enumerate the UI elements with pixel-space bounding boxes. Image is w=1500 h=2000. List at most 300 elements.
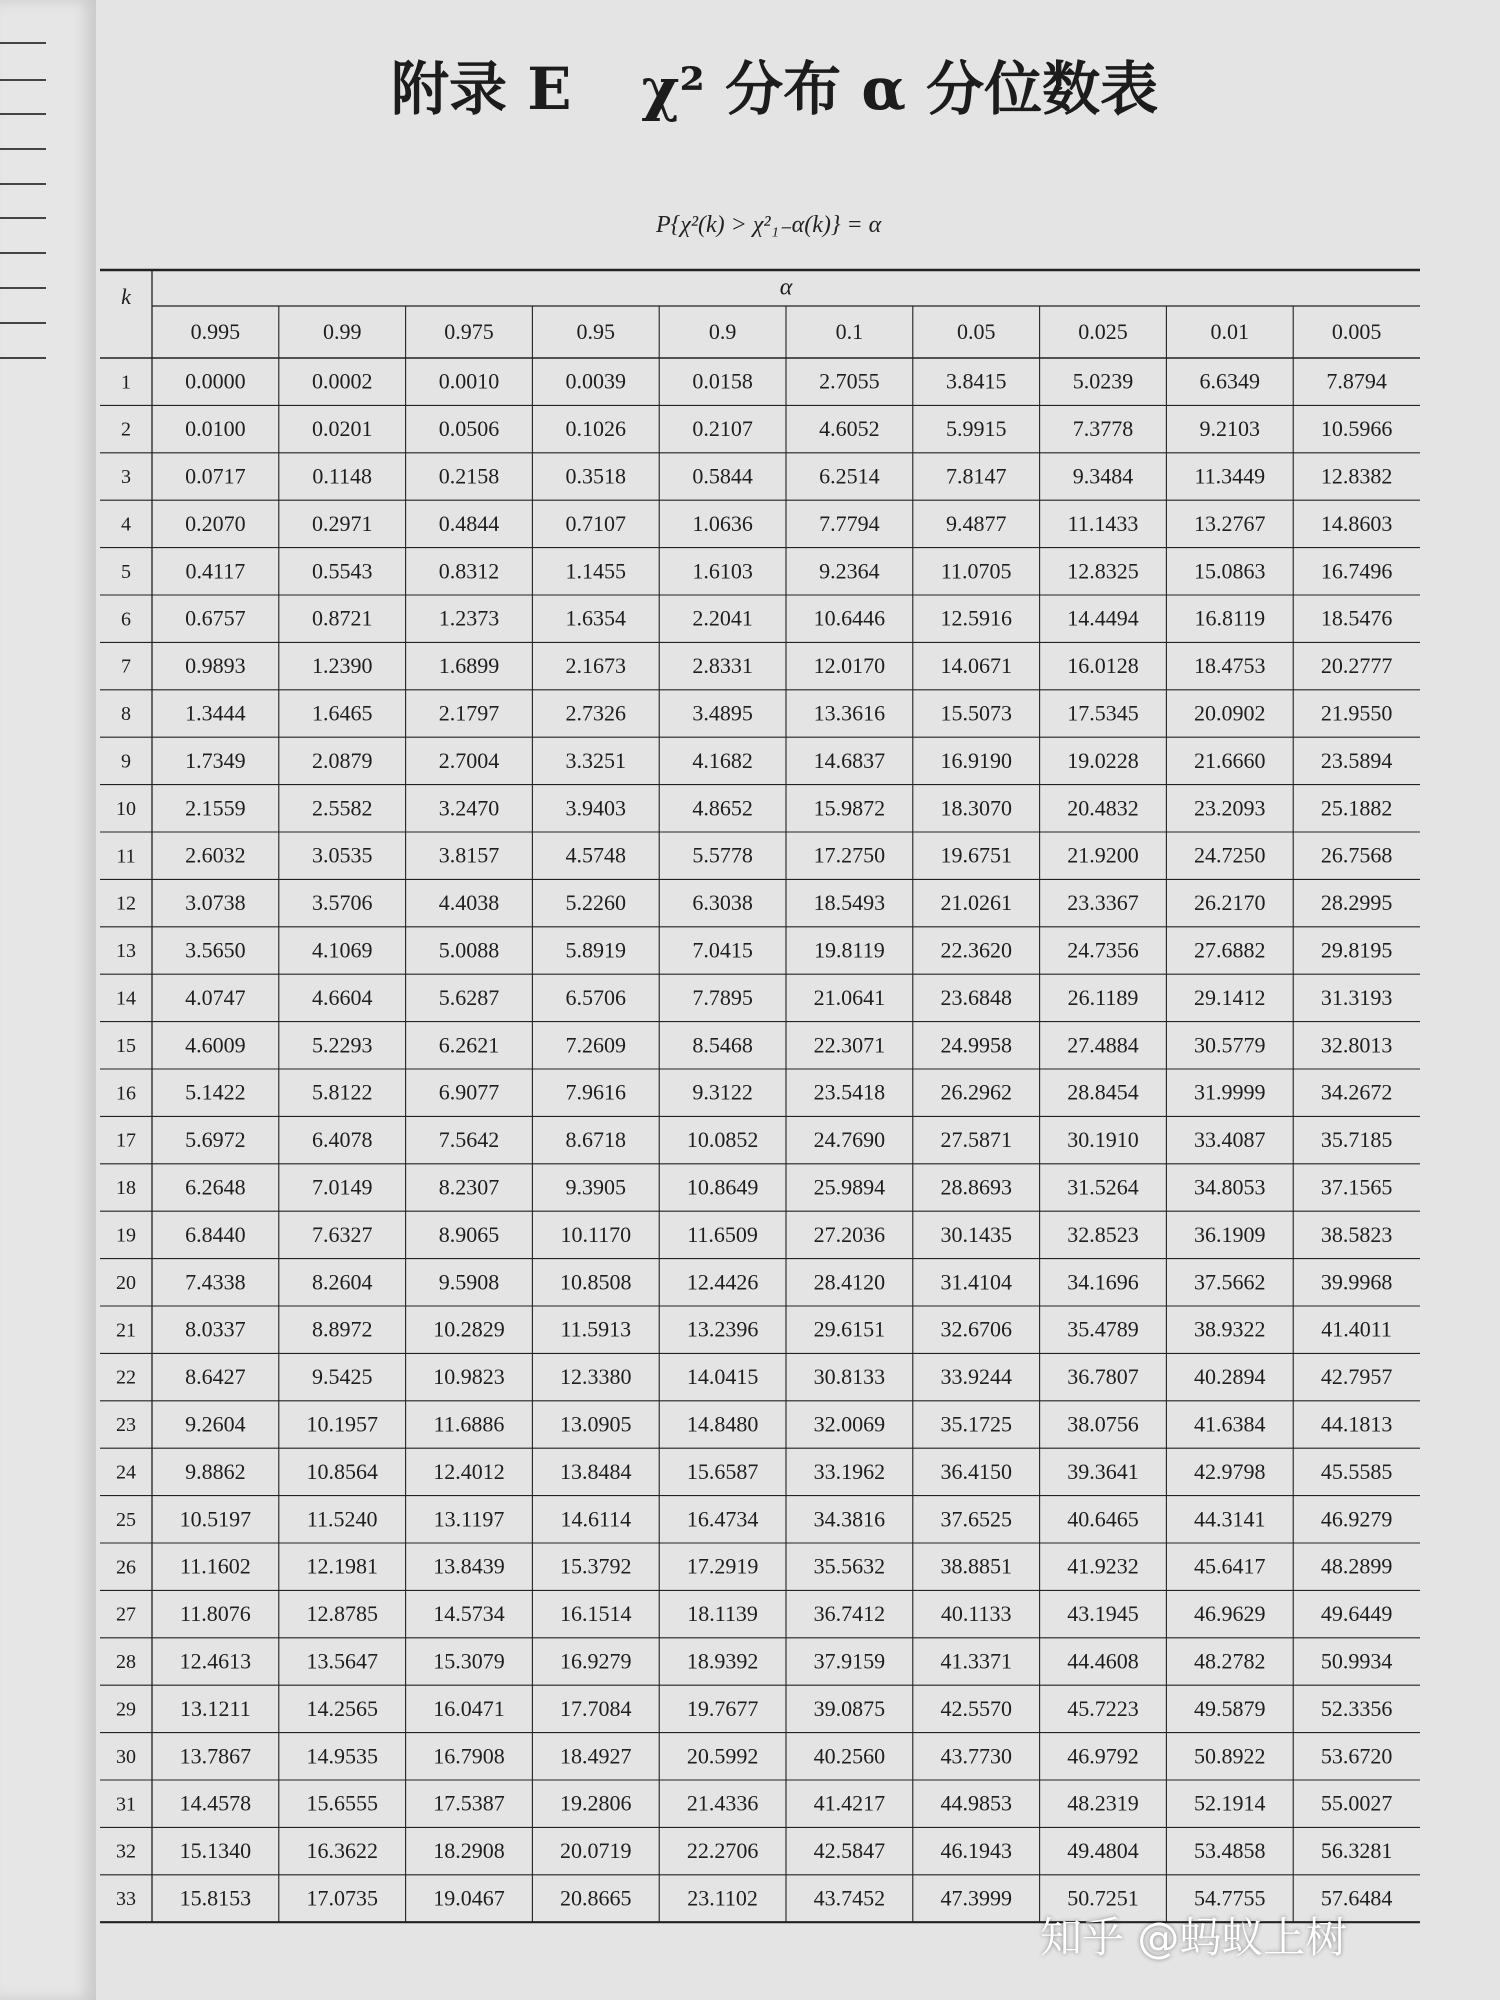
table-cell: 48.2782	[1194, 1648, 1266, 1674]
table-cell: 1.1455	[565, 558, 627, 584]
table-cell: 50.7251	[1067, 1885, 1139, 1911]
table-cell: 0.1148	[312, 463, 373, 489]
table-cell: 34.2672	[1320, 1079, 1393, 1105]
table-cell: 37.9159	[813, 1648, 886, 1674]
table-cell: 6.3038	[692, 890, 753, 916]
previous-page-edge	[0, 0, 98, 2000]
table-cell: 10.2829	[433, 1316, 505, 1342]
table-cell: 7.0415	[692, 937, 753, 963]
table-cell: 12.8382	[1320, 463, 1393, 489]
table-cell: 0.2158	[438, 463, 500, 489]
table-cell: 14.6114	[560, 1506, 632, 1532]
table-cell: 0.4844	[438, 510, 500, 536]
table-cell: 46.9279	[1320, 1506, 1393, 1532]
table-cell: 5.0088	[438, 937, 500, 963]
table-cell: 13.8439	[433, 1553, 505, 1579]
table-cell: 7.2609	[565, 1032, 627, 1058]
table-cell: 8.5468	[692, 1032, 753, 1058]
table-cell: 31.4104	[940, 1269, 1012, 1295]
table-cell: 29.1412	[1194, 984, 1266, 1010]
table-cell: 42.7957	[1320, 1364, 1393, 1390]
table-cell: 44.9853	[940, 1790, 1012, 1816]
alpha-header-0.995: 0.995	[190, 319, 241, 345]
table-cell: 9.5425	[311, 1364, 373, 1390]
table-cell: 0.7107	[565, 510, 627, 536]
table-cell: 40.1133	[940, 1601, 1012, 1627]
table-cell: 11.5240	[306, 1506, 378, 1532]
table-cell: 4.0747	[185, 984, 246, 1010]
table-cell: 10.8649	[686, 1174, 759, 1200]
table-cell: 36.1909	[1194, 1221, 1266, 1247]
table-cell: 32.6706	[940, 1316, 1012, 1342]
table-cell: 19.0467	[433, 1885, 505, 1911]
table-cell: 16.9190	[940, 747, 1012, 773]
table-cell: 18.2908	[433, 1838, 505, 1864]
table-cell: 0.2971	[311, 510, 373, 536]
table-cell: 13.5647	[306, 1648, 378, 1674]
table-cell: 4.6604	[311, 984, 373, 1010]
table-cell: 35.5632	[813, 1553, 886, 1579]
table-cell: 1.2390	[311, 653, 373, 679]
table-cell: 0.8721	[311, 605, 373, 631]
table-cell: 2.1673	[565, 653, 627, 679]
table-cell: 41.6384	[1194, 1411, 1266, 1437]
table-cell: 14.9535	[306, 1743, 378, 1769]
table-cell: 13.1197	[433, 1506, 505, 1532]
alpha-header-0.05: 0.05	[956, 319, 996, 345]
table-cell: 45.5585	[1320, 1458, 1393, 1484]
table-cell: 48.2319	[1067, 1790, 1139, 1816]
table-cell: 6.4078	[311, 1127, 373, 1153]
alpha-header-0.005: 0.005	[1331, 319, 1382, 345]
table-cell: 35.7185	[1320, 1127, 1393, 1153]
table-cell: 0.2107	[692, 416, 753, 442]
k-value: 18	[116, 1177, 136, 1200]
table-cell: 8.6718	[565, 1127, 627, 1153]
table-cell: 5.8919	[565, 937, 627, 963]
k-value: 2	[121, 418, 131, 441]
table-cell: 38.9322	[1194, 1316, 1266, 1342]
table-cell: 23.3367	[1067, 890, 1139, 916]
table-cell: 29.8195	[1320, 937, 1393, 963]
table-cell: 37.5662	[1194, 1269, 1266, 1295]
k-value: 32	[116, 1840, 136, 1863]
table-cell: 8.2604	[311, 1269, 373, 1295]
table-cell: 33.4087	[1194, 1127, 1266, 1153]
table-title: χ² 分布 α 分位数表	[641, 55, 1159, 123]
previous-page-rule	[0, 287, 46, 289]
alpha-header-0.1: 0.1	[835, 319, 864, 345]
table-cell: 15.5073	[940, 700, 1012, 726]
table-cell: 21.0261	[940, 890, 1012, 916]
alpha-group-header: α	[779, 274, 793, 301]
k-value: 12	[116, 892, 136, 915]
table-cell: 1.6899	[438, 653, 500, 679]
table-cell: 7.9616	[565, 1079, 627, 1105]
table-cell: 33.9244	[940, 1364, 1012, 1390]
table-cell: 8.6427	[185, 1364, 246, 1390]
table-cell: 12.4613	[179, 1648, 252, 1674]
table-cell: 22.3071	[813, 1032, 886, 1058]
k-value: 10	[116, 797, 136, 820]
table-cell: 18.3070	[940, 795, 1012, 821]
table-cell: 9.5908	[438, 1269, 500, 1295]
k-value: 13	[116, 940, 136, 963]
table-cell: 24.7356	[1067, 937, 1139, 963]
table-cell: 48.2899	[1320, 1553, 1393, 1579]
previous-page-rule	[0, 217, 46, 219]
table-cell: 29.6151	[813, 1316, 886, 1342]
table-cell: 1.3444	[185, 700, 246, 726]
table-cell: 45.6417	[1194, 1553, 1266, 1579]
table-cell: 2.7004	[438, 747, 500, 773]
table-cell: 17.2919	[686, 1553, 759, 1579]
table-cell: 38.5823	[1320, 1221, 1393, 1247]
table-cell: 43.1945	[1067, 1601, 1139, 1627]
table-cell: 27.6882	[1194, 937, 1266, 963]
table-cell: 10.9823	[433, 1364, 505, 1390]
table-cell: 3.2470	[438, 795, 500, 821]
k-value: 11	[116, 845, 136, 868]
table-cell: 42.5847	[813, 1838, 886, 1864]
table-cell: 44.3141	[1194, 1506, 1266, 1532]
table-cell: 0.0039	[565, 368, 627, 394]
table-cell: 10.6446	[813, 605, 886, 631]
table-cell: 25.9894	[813, 1174, 886, 1200]
table-cell: 34.1696	[1067, 1269, 1139, 1295]
table-cell: 16.8119	[1194, 605, 1266, 631]
k-value: 15	[116, 1034, 136, 1057]
table-cell: 23.5418	[813, 1079, 886, 1105]
table-cell: 0.0002	[311, 368, 373, 394]
k-value: 25	[116, 1508, 136, 1531]
table-cell: 28.2995	[1320, 890, 1393, 916]
table-cell: 13.8484	[560, 1458, 632, 1484]
table-cell: 11.0705	[940, 558, 1012, 584]
table-cell: 31.9999	[1194, 1079, 1266, 1105]
table-cell: 5.2260	[565, 890, 627, 916]
table-cell: 36.4150	[940, 1458, 1012, 1484]
previous-page-rule	[0, 79, 46, 81]
table-cell: 16.0128	[1067, 653, 1139, 679]
table-cell: 6.5706	[565, 984, 627, 1010]
table-cell: 41.4011	[1321, 1316, 1392, 1342]
table-cell: 47.3999	[940, 1885, 1012, 1911]
appendix-label: 附录 E	[391, 55, 572, 123]
table-cell: 14.4494	[1067, 605, 1139, 631]
table-cell: 6.2621	[438, 1032, 500, 1058]
table-cell: 26.7568	[1320, 842, 1393, 868]
table-cell: 55.0027	[1320, 1790, 1393, 1816]
table-cell: 18.5493	[813, 890, 886, 916]
table-cell: 7.0149	[311, 1174, 373, 1200]
table-cell: 14.0671	[940, 653, 1012, 679]
table-cell: 5.8122	[311, 1079, 373, 1105]
table-cell: 4.8652	[692, 795, 753, 821]
table-cell: 14.0415	[686, 1364, 759, 1390]
table-cell: 15.3079	[433, 1648, 505, 1674]
alpha-header-0.01: 0.01	[1210, 319, 1250, 345]
table-cell: 3.8157	[438, 842, 500, 868]
table-cell: 36.7412	[813, 1601, 886, 1627]
table-cell: 20.5992	[686, 1743, 759, 1769]
table-cell: 28.8693	[940, 1174, 1012, 1200]
k-value: 1	[121, 371, 131, 394]
table-cell: 17.0735	[306, 1885, 378, 1911]
table-cell: 1.2373	[438, 605, 500, 631]
alpha-header-0.975: 0.975	[444, 319, 494, 345]
table-cell: 7.8147	[945, 463, 1007, 489]
table-cell: 34.8053	[1194, 1174, 1266, 1200]
table-cell: 5.2293	[311, 1032, 373, 1058]
table-cell: 6.9077	[438, 1079, 500, 1105]
table-cell: 26.2962	[940, 1079, 1012, 1105]
table-cell: 13.1211	[180, 1695, 251, 1721]
k-value: 33	[116, 1888, 136, 1911]
table-cell: 17.5387	[433, 1790, 505, 1816]
table-cell: 32.8013	[1320, 1032, 1393, 1058]
table-cell: 0.4117	[185, 558, 246, 584]
table-cell: 12.5916	[940, 605, 1012, 631]
table-cell: 14.6837	[813, 747, 886, 773]
table-cell: 8.0337	[185, 1316, 246, 1342]
table-cell: 34.3816	[813, 1506, 886, 1532]
table-cell: 44.4608	[1067, 1648, 1139, 1674]
table-cell: 39.0875	[813, 1695, 886, 1721]
k-value: 7	[121, 655, 131, 678]
table-cell: 9.2604	[185, 1411, 246, 1437]
alpha-header-0.9: 0.9	[708, 319, 737, 345]
table-cell: 3.5650	[185, 937, 246, 963]
k-value: 6	[121, 608, 131, 631]
table-cell: 0.0010	[438, 368, 500, 394]
table-cell: 11.6509	[687, 1221, 758, 1247]
table-cell: 2.2041	[692, 605, 753, 631]
table-cell: 13.3616	[813, 700, 886, 726]
table-cell: 14.8480	[686, 1411, 759, 1437]
table-cell: 10.0852	[686, 1127, 759, 1153]
table-cell: 1.6103	[692, 558, 753, 584]
table-cell: 27.5871	[940, 1127, 1012, 1153]
table-cell: 12.8785	[306, 1601, 378, 1627]
previous-page-rule	[0, 42, 46, 44]
table-cell: 4.5748	[565, 842, 627, 868]
table-cell: 5.0239	[1072, 368, 1134, 394]
table-cell: 27.2036	[813, 1221, 886, 1247]
table-cell: 23.6848	[940, 984, 1012, 1010]
table-cell: 14.4578	[179, 1790, 252, 1816]
table-cell: 11.6886	[433, 1411, 505, 1437]
table-cell: 53.4858	[1194, 1838, 1266, 1864]
table-cell: 3.9403	[565, 795, 627, 821]
k-value: 21	[116, 1319, 136, 1342]
table-cell: 18.1139	[687, 1601, 758, 1627]
table-cell: 2.8331	[692, 653, 753, 679]
table-cell: 9.2364	[819, 558, 880, 584]
table-cell: 3.3251	[565, 747, 627, 773]
table-cell: 9.4877	[945, 510, 1007, 536]
table-cell: 7.3778	[1072, 416, 1134, 442]
table-cell: 41.4217	[813, 1790, 886, 1816]
table-cell: 35.1725	[940, 1411, 1012, 1437]
table-cell: 23.5894	[1320, 747, 1393, 773]
table-cell: 13.2396	[686, 1316, 759, 1342]
table-cell: 52.3356	[1320, 1695, 1393, 1721]
table-cell: 10.5197	[179, 1506, 252, 1532]
table-cell: 19.0228	[1067, 747, 1139, 773]
table-cell: 5.1422	[185, 1079, 246, 1105]
table-cell: 28.8454	[1067, 1079, 1139, 1105]
table-cell: 31.5264	[1067, 1174, 1139, 1200]
table-cell: 18.4753	[1194, 653, 1266, 679]
k-value: 5	[121, 560, 131, 583]
table-cell: 21.9550	[1320, 700, 1393, 726]
table-cell: 22.2706	[686, 1838, 759, 1864]
previous-page-rule	[0, 183, 46, 185]
table-cell: 14.5734	[433, 1601, 505, 1627]
table-cell: 18.4927	[560, 1743, 632, 1769]
table-cell: 10.1170	[560, 1221, 632, 1247]
k-value: 22	[116, 1366, 136, 1389]
table-cell: 11.1433	[1067, 510, 1139, 536]
k-value: 30	[116, 1745, 136, 1768]
previous-page-rule	[0, 322, 46, 324]
table-cell: 54.7755	[1194, 1885, 1266, 1911]
table-cell: 9.8862	[185, 1458, 246, 1484]
table-cell: 2.0879	[311, 747, 373, 773]
k-value: 14	[116, 987, 136, 1010]
table-cell: 0.0201	[311, 416, 373, 442]
table-cell: 19.7677	[686, 1695, 759, 1721]
table-cell: 4.1682	[692, 747, 753, 773]
table-cell: 0.0506	[438, 416, 500, 442]
table-cell: 37.1565	[1320, 1174, 1393, 1200]
table-cell: 13.2767	[1194, 510, 1266, 536]
table-cell: 21.0641	[813, 984, 886, 1010]
table-cell: 40.2560	[813, 1743, 886, 1769]
table-cell: 2.1797	[438, 700, 500, 726]
table-cell: 11.1602	[180, 1553, 251, 1579]
alpha-header-0.99: 0.99	[322, 319, 362, 345]
table-cell: 16.4734	[686, 1506, 759, 1532]
k-value: 26	[116, 1556, 136, 1579]
table-cell: 30.8133	[813, 1364, 886, 1390]
table-cell: 49.4804	[1067, 1838, 1139, 1864]
table-cell: 15.3792	[560, 1553, 632, 1579]
table-cell: 9.3905	[565, 1174, 627, 1200]
previous-page-rule	[0, 357, 46, 359]
table-cell: 13.0905	[560, 1411, 632, 1437]
k-value: 29	[116, 1698, 136, 1721]
table-cell: 33.1962	[813, 1458, 886, 1484]
table-cell: 16.9279	[560, 1648, 632, 1674]
table-cell: 1.6354	[565, 605, 627, 631]
table-cell: 4.4038	[438, 890, 500, 916]
probability-formula: P{χ²(k) > χ²₁₋α(k)} = α	[656, 212, 882, 238]
table-cell: 49.5879	[1194, 1695, 1266, 1721]
table-cell: 12.8325	[1067, 558, 1139, 584]
table-cell: 57.6484	[1320, 1885, 1393, 1911]
k-value: 16	[116, 1082, 136, 1105]
table-cell: 22.3620	[940, 937, 1012, 963]
table-cell: 15.0863	[1194, 558, 1266, 584]
table-cell: 30.1435	[940, 1221, 1012, 1247]
table-cell: 16.1514	[560, 1601, 632, 1627]
table-cell: 5.9915	[945, 416, 1007, 442]
table-cell: 46.9792	[1067, 1743, 1139, 1769]
table-cell: 8.8972	[311, 1316, 373, 1342]
table-cell: 12.4012	[433, 1458, 505, 1484]
table-cell: 4.1069	[311, 937, 373, 963]
previous-page-rule	[0, 252, 46, 254]
table-cell: 1.0636	[692, 510, 753, 536]
table-cell: 0.0158	[692, 368, 753, 394]
table-cell: 0.6757	[185, 605, 246, 631]
table-cell: 17.7084	[560, 1695, 632, 1721]
table-cell: 21.9200	[1067, 842, 1139, 868]
previous-page-rule	[0, 148, 46, 150]
k-value: 17	[116, 1129, 136, 1152]
table-cell: 44.1813	[1320, 1411, 1393, 1437]
table-cell: 26.2170	[1194, 890, 1266, 916]
table-cell: 50.8922	[1194, 1743, 1266, 1769]
table-cell: 9.2103	[1199, 416, 1261, 442]
table-cell: 15.9872	[813, 795, 886, 821]
k-value: 24	[116, 1461, 136, 1484]
table-cell: 10.8508	[560, 1269, 632, 1295]
k-value: 3	[121, 466, 131, 489]
k-value: 20	[116, 1271, 136, 1294]
table-cell: 19.6751	[940, 842, 1012, 868]
table-cell: 18.5476	[1320, 605, 1393, 631]
table-cell: 21.4336	[686, 1790, 759, 1816]
table-cell: 2.1559	[185, 795, 246, 821]
table-cell: 9.3484	[1072, 463, 1134, 489]
table-cell: 56.3281	[1320, 1838, 1393, 1864]
table-cell: 40.2894	[1194, 1364, 1266, 1390]
table-cell: 6.8440	[185, 1221, 246, 1247]
book-page	[96, 0, 1500, 2000]
table-cell: 7.5642	[438, 1127, 500, 1153]
table-cell: 19.2806	[560, 1790, 632, 1816]
table-cell: 0.5543	[311, 558, 373, 584]
table-cell: 32.8523	[1067, 1221, 1139, 1247]
table-cell: 15.6555	[306, 1790, 378, 1816]
table-cell: 6.6349	[1199, 368, 1261, 394]
page-title	[391, 42, 1251, 126]
table-cell: 5.6972	[185, 1127, 246, 1153]
table-cell: 3.4895	[692, 700, 753, 726]
table-cell: 4.6009	[185, 1032, 246, 1058]
table-cell: 15.8153	[179, 1885, 252, 1911]
table-cell: 23.2093	[1194, 795, 1266, 821]
table-cell: 50.9934	[1320, 1648, 1393, 1674]
table-cell: 46.1943	[940, 1838, 1012, 1864]
table-cell: 20.8665	[560, 1885, 632, 1911]
table-cell: 17.5345	[1067, 700, 1139, 726]
table-cell: 0.9893	[185, 653, 246, 679]
table-cell: 43.7452	[813, 1885, 886, 1911]
table-cell: 41.3371	[940, 1648, 1012, 1674]
table-cell: 18.9392	[686, 1648, 759, 1674]
table-cell: 27.4884	[1067, 1032, 1139, 1058]
table-cell: 49.6449	[1320, 1601, 1393, 1627]
table-cell: 7.7794	[819, 510, 880, 536]
table-cell: 16.7496	[1320, 558, 1393, 584]
table-cell: 5.6287	[438, 984, 500, 1010]
table-cell: 3.8415	[945, 368, 1007, 394]
table-cell: 7.8794	[1326, 368, 1387, 394]
